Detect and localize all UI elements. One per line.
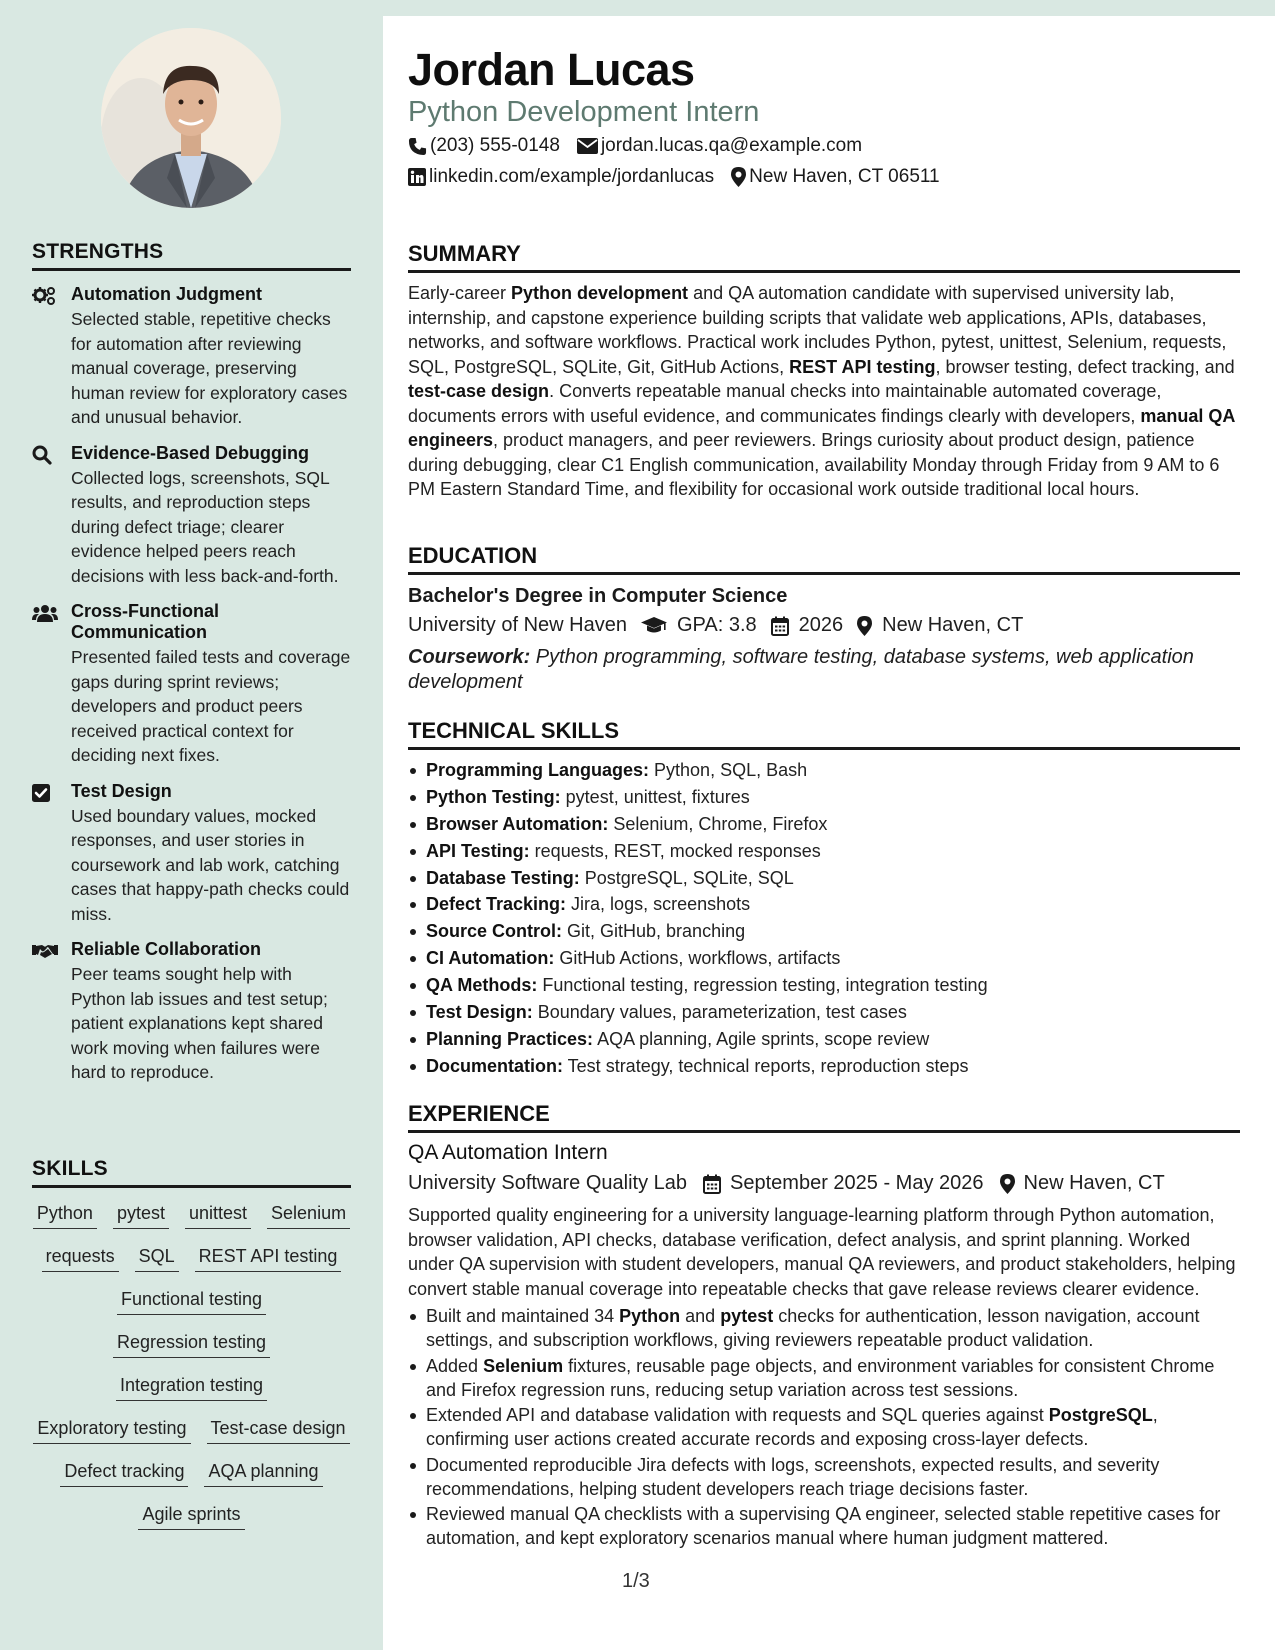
skill-label: QA Methods: (426, 975, 538, 996)
job-dates (703, 1172, 984, 1195)
skill-value: Git, GitHub, branching (562, 921, 746, 942)
candidate-title: Python Development Intern (408, 96, 760, 128)
skill-value: Functional testing, regression testing, integration testing (537, 975, 988, 996)
bullet-emphasis: pytest (720, 1306, 774, 1326)
summary-part: Early-career (408, 283, 512, 303)
summary-heading: SUMMARY (408, 241, 1240, 273)
skill-value: Jira, logs, screenshots (566, 894, 751, 915)
skill-label: Planning Practices: (426, 1028, 594, 1049)
summary-text (408, 281, 1240, 502)
strength-desc: Selected stable, repetitive checks for automation after reviewing manual coverage, preserving human review for exploratory cases and unusual behavior. (71, 309, 348, 427)
contact-row (408, 135, 879, 157)
education-meta (408, 614, 1240, 637)
skill-label: API Testing: (426, 840, 530, 861)
strength-title: Cross-Functional Communication (71, 601, 220, 642)
grad-year-text: 2026 (798, 614, 844, 636)
list-item (408, 785, 1240, 809)
email[interactable] (577, 135, 862, 157)
linkedin-icon (408, 168, 426, 186)
skill-tag: AQA planning (204, 1459, 322, 1487)
strength-title: Automation Judgment (71, 284, 262, 304)
experience-heading: EXPERIENCE (408, 1101, 1240, 1133)
list-item (408, 866, 1240, 890)
skill-value: GitHub Actions, workflows, artifacts (554, 948, 841, 969)
list-item (408, 1054, 1240, 1078)
gpa-text: GPA: 3.8 (676, 614, 757, 636)
list-item (408, 812, 1240, 836)
summary-emphasis: test-case design (408, 381, 550, 401)
company-name: University Software Quality Lab (408, 1172, 688, 1194)
list-item (408, 946, 1240, 970)
job-dates-text: September 2025 - May 2026 (730, 1172, 984, 1194)
list-item (408, 1354, 1240, 1402)
job-title: QA Automation Intern (408, 1141, 608, 1164)
skill-tag: Functional testing (117, 1287, 266, 1315)
list-item (408, 839, 1240, 863)
graduation-cap-icon (641, 617, 667, 635)
skill-label: Documentation: (426, 1055, 563, 1076)
phone-text: (203) 555-0148 (430, 135, 560, 156)
strength-item (32, 781, 351, 927)
summary-section (408, 241, 1240, 502)
bullet-part: Reviewed manual QA checklists with a supervising QA engineer, selected stable repetitive cases for automation, and kept exploratory scenarios manual where human judgment mattered. (426, 1504, 1221, 1548)
skills-cloud (32, 1188, 351, 1530)
phone (408, 135, 560, 157)
search-icon (32, 444, 58, 466)
skill-tag: unittest (185, 1201, 251, 1229)
skill-label: Database Testing: (426, 867, 580, 888)
list-item (408, 892, 1240, 916)
bullet-part: Documented reproducible Jira defects with logs, screenshots, expected results, and severity recommendations, helping student developers reach triage decisions faster. (426, 1454, 1160, 1499)
candidate-name: Jordan Lucas (408, 44, 695, 95)
gears-icon (32, 285, 58, 307)
strengths-section (32, 240, 351, 1085)
skill-label: Python Testing: (426, 786, 561, 807)
skill-label: Programming Languages: (426, 760, 650, 780)
skill-value: Boundary values, parameterization, test cases (532, 1002, 907, 1023)
bullet-part: and (680, 1306, 721, 1326)
skill-label: Source Control: (426, 921, 563, 942)
skill-tag: Exploratory testing (33, 1416, 190, 1444)
skills-section (32, 1157, 351, 1530)
skill-tag: REST API testing (195, 1244, 342, 1272)
bullet-part: Built and maintained 34 (426, 1306, 620, 1326)
envelope-icon (577, 138, 598, 154)
bullet-part: checks for authentication, lesson navigation, account settings, and subscription workflows, giving reviewers repeatable product validation. (426, 1306, 1200, 1350)
bullet-part: Added (426, 1355, 484, 1376)
skill-value: Python, SQL, Bash (649, 760, 808, 780)
strength-item (32, 284, 351, 430)
strength-desc: Collected logs, screenshots, SQL results, and reproduction steps during defect triage; clearer evidence helped peers reach decisions with less back-and-forth. (71, 467, 339, 586)
location-text: New Haven, CT 06511 (749, 166, 940, 187)
map-pin-icon (857, 616, 872, 636)
skill-tag: Defect tracking (60, 1459, 188, 1487)
education-heading: EDUCATION (408, 543, 1240, 575)
bullet-part: fixtures, reusable page objects, and environment variables for consistent Chrome and Firefox regression runs, reducing setup variation across test sessions. (426, 1355, 1215, 1400)
skill-tag: Integration testing (116, 1373, 267, 1401)
handshake-icon (32, 940, 58, 962)
skills-heading: SKILLS (32, 1157, 351, 1188)
skill-value: PostgreSQL, SQLite, SQL (579, 867, 794, 888)
education-section (408, 543, 1240, 695)
skill-value: AQA planning, Agile sprints, scope review (593, 1028, 930, 1049)
skill-value: pytest, unittest, fixtures (560, 786, 750, 807)
strength-title: Test Design (71, 780, 172, 801)
skill-tag: pytest (113, 1201, 169, 1229)
calendar-icon (771, 616, 789, 636)
skill-tag: Selenium (267, 1201, 350, 1229)
job-location-text: New Haven, CT (1023, 1172, 1165, 1194)
list-item (408, 973, 1240, 997)
location (731, 166, 939, 188)
list-item (408, 1502, 1240, 1550)
coursework-text: Python programming, software testing, database systems, web application development (408, 646, 1194, 693)
checkbox-icon (32, 782, 58, 804)
list-item (408, 919, 1240, 943)
list-item (408, 1403, 1240, 1451)
bullet-emphasis: Selenium (483, 1355, 564, 1376)
bullet-emphasis: PostgreSQL (1048, 1405, 1153, 1425)
school-location-text: New Haven, CT (882, 614, 1024, 636)
strength-title: Reliable Collaboration (71, 939, 262, 959)
skill-value: Test strategy, technical reports, reproduction steps (563, 1055, 969, 1076)
coursework (408, 645, 1240, 695)
list-item (408, 758, 1240, 782)
summary-part: , product managers, and peer reviewers. Brings curiosity about product design, patience during debugging, clear C1 English communication, availability Monday through Friday from 9 AM to 6 PM Eastern Standard Time, and flexibility for occasional work outside traditional local hours. (408, 430, 1220, 499)
contact-row (408, 166, 957, 188)
summary-part: and QA automation candidate with supervised university lab, internship, and capstone experience building scripts that validate web applications, APIs, databases, networks, and software workflows. Practical work includes Python, pytest, unittest, Selenium, requests, SQL, PostgreSQL, SQLite, Git, GitHub Actions, (408, 283, 1227, 377)
grad-year (771, 614, 844, 637)
experience-section (408, 1101, 1240, 1552)
strength-title: Evidence-Based Debugging (71, 442, 310, 463)
calendar-icon (703, 1174, 721, 1194)
skill-label: Test Design: (426, 1002, 533, 1023)
strength-item (32, 939, 351, 1085)
map-pin-icon (1000, 1174, 1015, 1194)
skill-label: CI Automation: (426, 948, 555, 969)
skill-tag: requests (42, 1244, 119, 1272)
school-location (857, 614, 1023, 637)
bullet-part: , confirming user actions created accurate records and exposing cross-layer defects. (426, 1405, 1158, 1449)
list-item (408, 1027, 1240, 1051)
skill-tag: Regression testing (113, 1330, 270, 1358)
users-icon (32, 602, 58, 624)
linkedin-link[interactable]: linkedin.com/example/jordanlucas (429, 166, 715, 187)
job-location (1000, 1172, 1165, 1195)
job-meta (408, 1172, 1240, 1195)
technical-skills-heading: TECHNICAL SKILLS (408, 718, 1240, 750)
skill-value: requests, REST, mocked responses (529, 840, 821, 861)
strength-item (32, 443, 351, 589)
skill-label: Defect Tracking: (426, 894, 567, 915)
summary-emphasis: manual QA engineers (408, 405, 1235, 450)
skill-tag: Agile sprints (138, 1502, 244, 1530)
summary-emphasis: Python development (511, 283, 689, 303)
skill-tag: Test-case design (207, 1416, 350, 1444)
strength-desc: Presented failed tests and coverage gaps during sprint reviews; developers and product peers received practical context for deciding next fixes. (71, 647, 351, 765)
summary-emphasis: REST API testing (789, 356, 936, 377)
page-number: 1/3 (622, 1570, 650, 1592)
strengths-heading: STRENGTHS (32, 240, 351, 271)
bullet-part: Extended API and database validation with requests and SQL queries against (426, 1405, 1049, 1425)
skill-value: Selenium, Chrome, Firefox (608, 813, 828, 834)
linkedin[interactable] (408, 166, 714, 188)
skill-tag: SQL (135, 1244, 179, 1272)
skill-label: Browser Automation: (426, 813, 609, 834)
list-item (408, 1453, 1240, 1501)
map-pin-icon (731, 167, 746, 187)
strength-desc: Peer teams sought help with Python lab issues and test setup; patient explanations kept shared work moving when failures were hard to reproduce. (71, 964, 328, 1082)
bullet-emphasis: Python (619, 1306, 681, 1326)
phone-icon (408, 137, 427, 156)
experience-bullets (408, 1304, 1240, 1550)
degree-title: Bachelor's Degree in Computer Science (408, 585, 788, 607)
technical-skills-section (408, 718, 1240, 1081)
summary-part: , browser testing, defect tracking, and (935, 356, 1235, 377)
coursework-label: Coursework: (408, 646, 531, 668)
job-description: Supported quality engineering for a university language-learning platform through Python automation, browser validation, API checks, database verification, defect analysis, and sprint planning. Worked under QA supervision with student developers, manual QA reviewers, and product stakeholders, helping convert stable manual coverage into repeatable checks that gave release reviews clearer evidence. (408, 1205, 1236, 1299)
technical-skills-list (408, 758, 1240, 1078)
list-item (408, 1000, 1240, 1024)
gpa (641, 614, 757, 637)
school-name: University of New Haven (408, 614, 627, 636)
email-link[interactable]: jordan.lucas.qa@example.com (600, 135, 863, 156)
profile-photo (101, 28, 281, 208)
list-item (408, 1304, 1240, 1352)
strength-desc: Used boundary values, mocked responses, and user stories in coursework and lab work, catching cases that happy-path checks could miss. (71, 805, 350, 924)
summary-part: . Converts repeatable manual checks into maintainable automated coverage, documents errors with useful evidence, and communicates findings clearly with developers, (408, 381, 1162, 426)
strength-item (32, 601, 351, 768)
skill-tag: Python (33, 1201, 97, 1229)
